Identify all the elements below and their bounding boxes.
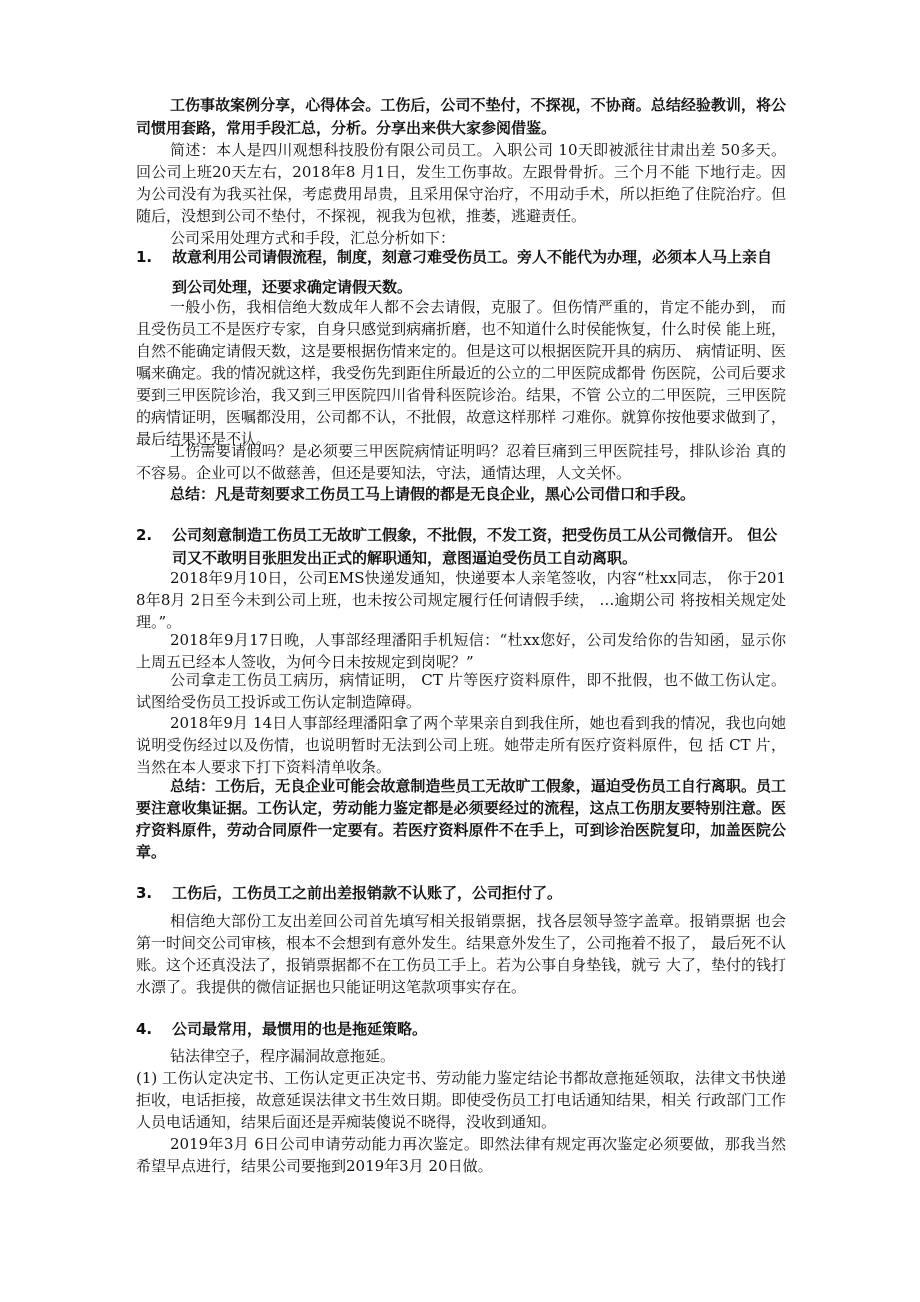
section-3-number: 3. (136, 884, 153, 902)
section-2-number: 2. (136, 526, 153, 544)
section-1-title: 故意利用公司请假流程，制度，刻意刁难受伤员工。旁人不能代为办理，必须本人马上亲自到公司处理，还要求确定请假天数。 (172, 248, 773, 296)
section-2-paragraph-1: 2018年9月10日，公司EMS快递发通知，快递要本人亲笔签收，内容“杜xx同志， 你于2018年8月 2日至今未到公司上班，也未按公司规定履行任何请假手续， …逾期公司 将按相关规定处理。”。 (136, 569, 786, 631)
section-4-paragraph-2: (1) 工伤认定决定书、工伤认定更正决定书、劳动能力鉴定结论书都故意拖延领取，法律文书快递拒收，电话拒接，故意延误法律文书生效日期。即使受伤员工打电话通知结果，相关 行政部门工作人员电话通知，结果后面还是弄痴装傻说不晓得，没收到通知。 (136, 1069, 786, 1131)
section-4-number: 4. (136, 1020, 153, 1038)
section-4-paragraph-3: 2019年3月 6日公司申请劳动能力再次鉴定。即然法律有规定再次鉴定必须要做，那我当然希望早点进行，结果公司要拖到2019年3月 20日做。 (136, 1135, 786, 1175)
section-1-paragraph-2: 工伤需要请假吗？是必须要三甲医院病情证明吗？忍着巨痛到三甲医院挂号，排队诊治 真的不容易。企业可以不做慈善，但还是要知法，守法，通情达理，人文关怀。 (136, 442, 786, 482)
summary-paragraph: 简述：本人是四川观想科技股份有限公司员工。入职公司 10天即被派往甘肃出差 50多天。回公司上班20天左右，2018年8 月1日，发生工伤事故。左跟骨骨折。三个月不能 下地行走。因为公司没有为我买社保，考虑费用昂贵，且采用保守治疗，不用动手术，所以拒绝了住院治疗。但随后，没想到公司不垫付，不探视，视我为包袱，推萎，逃避责任。 (136, 141, 786, 225)
section-2-title: 公司刻意制造工伤员工无故旷工假象，不批假，不发工资，把受伤员工从公司微信开。 但公司又不敢明目张胆发出正式的解职通知，意图逼迫受伤员工自动离职。 (172, 526, 778, 567)
intro-heading: 工伤事故案例分享，心得体会。工伤后，公司不垫付，不探视，不协商。总结经验教训，将公司惯用套路，常用手段汇总，分析。分享出来供大家参阅借鉴。 (136, 96, 786, 137)
section-2-conclusion: 总结：工伤后，无良企业可能会故意制造些员工无故旷工假象，逼迫受伤员工自行离职。员工要注意收集证据。工伤认定，劳动能力鉴定都是必须要经过的流程，这点工伤朋友要特别注意。医疗资料原件，劳动合同原件一定要有。若医疗资料原件不在手上，可到诊治医院复印，加盖医院公章。 (136, 777, 786, 861)
section-2-paragraph-3: 公司拿走工伤员工病历，病情证明， CT 片等医疗资料原件，即不批假，也不做工伤认定。试图给受伤员工投诉或工伤认定制造障碍。 (136, 671, 786, 711)
section-4-paragraph-1: 钻法律空子，程序漏洞故意拖延。 (170, 1047, 396, 1065)
section-3-title: 工伤后，工伤员工之前出差报销款不认账了，公司拒付了。 (172, 884, 563, 902)
section-2-paragraph-2: 2018年9月17日晚，人事部经理潘阳手机短信：“杜xx您好，公司发给你的告知函，显示你上周五已经本人签收，为何今日未按规定到岗呢？” (136, 631, 786, 671)
section-1-heading (136, 242, 786, 302)
section-3-heading (136, 882, 786, 905)
section-3-paragraph-1: 相信绝大部份工友出差回公司首先填写相关报销票据，找各层领导签字盖章。报销票据 也会第一时间交公司审核，根本不会想到有意外发生。结果意外发生了，公司拖着不报了， 最后死不认账。这个还真没法了，报销票据都不在工伤员工手上。若为公事自身垫钱，就亏 大了，垫付的钱打水漂了。我提供的微信证据也只能证明这笔款项事实存在。 (136, 912, 786, 996)
section-4-heading (136, 1018, 786, 1041)
methods-intro: 公司采用处理方式和手段，汇总分析如下： (170, 229, 456, 247)
section-1-paragraph-1: 一般小伤，我相信绝大数成年人都不会去请假，克服了。但伤情严重的，肯定不能办到， 而且受伤员工不是医疗专家，自身只感觉到病痛折磨，也不知道什么时侯能恢复，什么时侯 能上班，自然不能确定请假天数，这是要根据伤情来定的。但是这可以根据医院开具的病历、 病情证明、医嘱来确定。我的情况就这样，我受伤先到距住所最近的公立的二甲医院成都骨 伤医院，公司后要求要到三甲医院诊治，我又到三甲医院四川省骨科医院诊治。结果，不管 公立的二甲医院，三甲医院的病情证明，医嘱都没用，公司都不认，不批假，故意这样那样 刁难你。就算你按他要求做到了，最后结果还是不认。 (136, 298, 786, 448)
section-1-conclusion: 总结：凡是苛刻要求工伤员工马上请假的都是无良企业，黑心公司借口和手段。 (170, 485, 696, 503)
section-1-number: 1. (136, 248, 153, 266)
section-2-paragraph-4: 2018年9月 14日人事部经理潘阳拿了两个苹果亲自到我住所，她也看到我的情况，我也向她说明受伤经过以及伤情，也说明暂时无法到公司上班。她带走所有医疗资料原件，包 括 CT 片，当然在本人要求下打下资料清单收条。 (136, 714, 786, 776)
section-2-heading (136, 524, 786, 570)
section-4-title: 公司最常用，最惯用的也是拖延策略。 (172, 1020, 428, 1038)
